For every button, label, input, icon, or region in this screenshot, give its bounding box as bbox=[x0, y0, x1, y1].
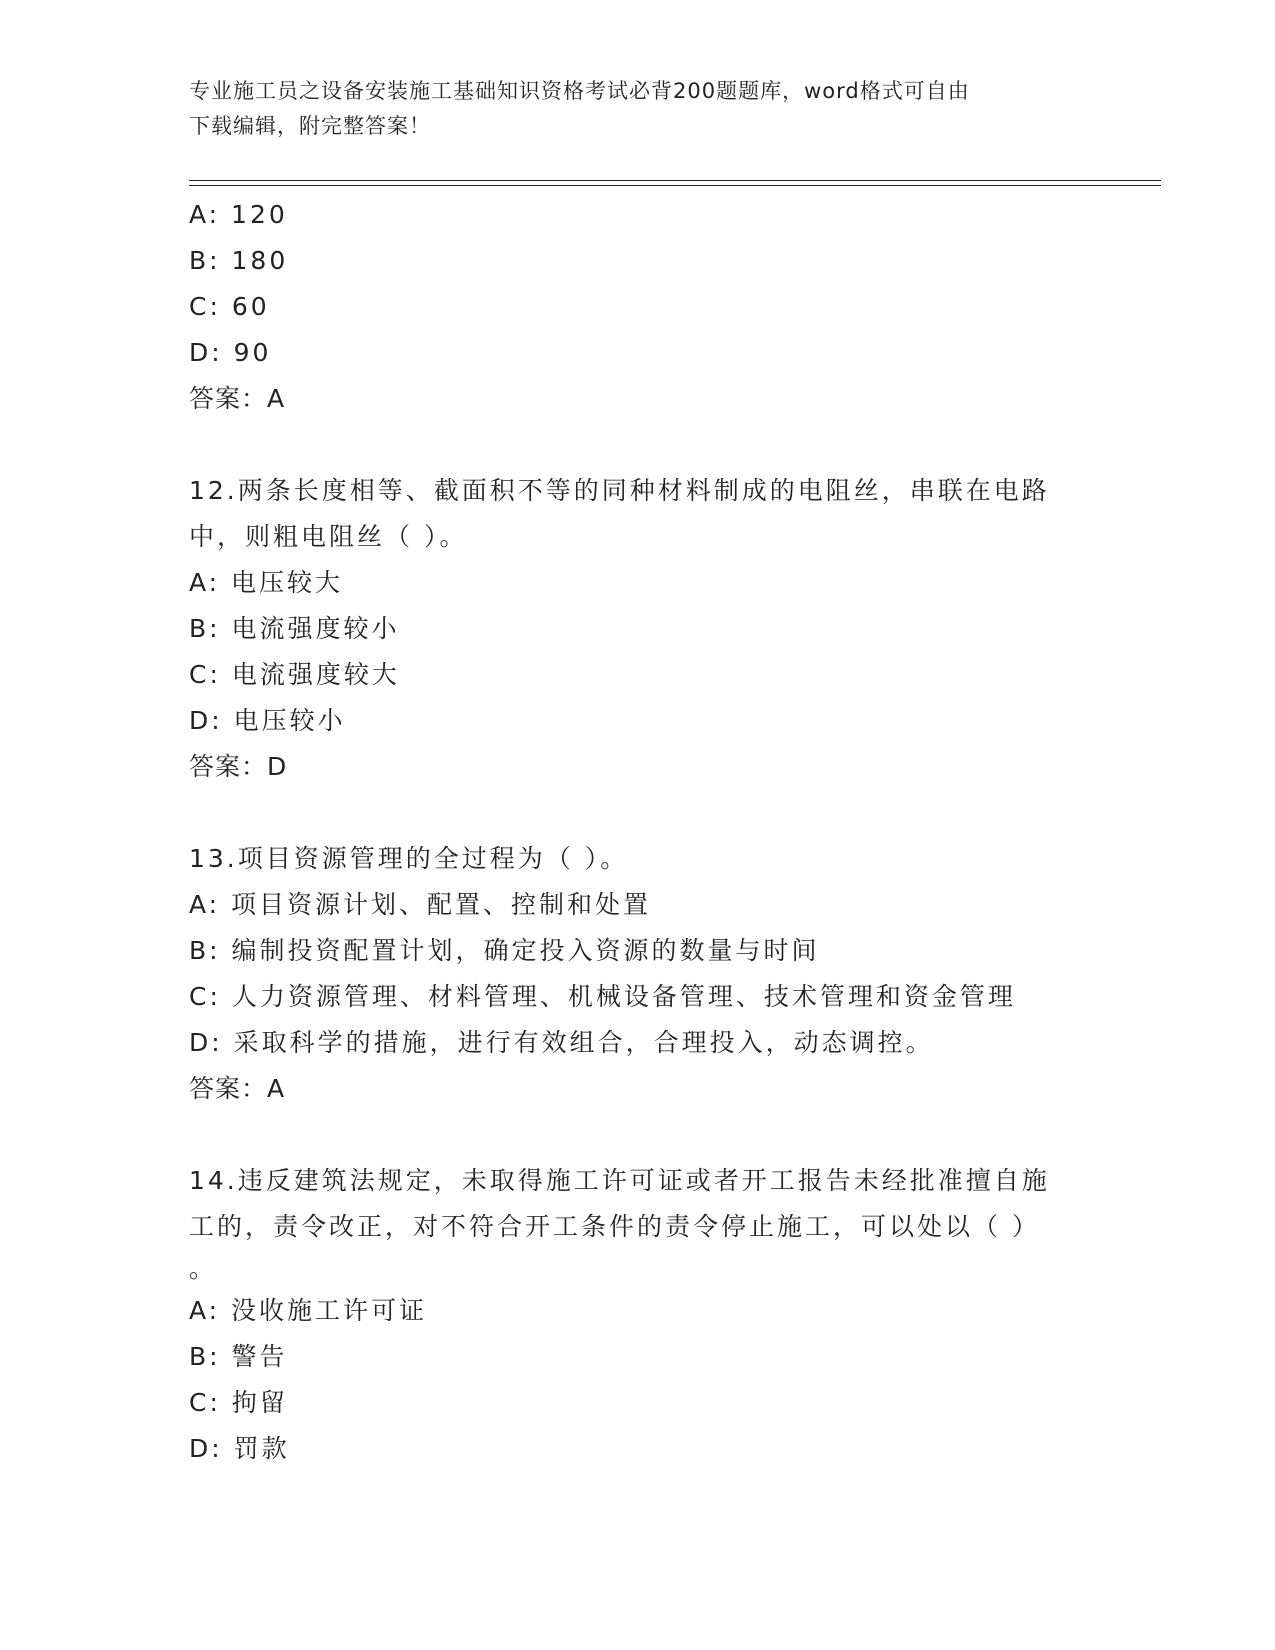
option-d: D: 罚款 bbox=[189, 1434, 290, 1463]
option-b: B: 警告 bbox=[189, 1342, 288, 1371]
question-stem-line: 中，则粗电阻丝（ ）。 bbox=[189, 522, 468, 551]
answer-line: 答案：A bbox=[189, 1074, 286, 1103]
answer-line: 答案：A bbox=[189, 384, 286, 413]
question-14 bbox=[189, 1158, 1089, 1472]
question-11 bbox=[189, 192, 1089, 422]
option-a: A: 没收施工许可证 bbox=[189, 1296, 428, 1325]
option-c: C: 电流强度较大 bbox=[189, 660, 400, 689]
question-stem-line: 13.项目资源管理的全过程为（ ）。 bbox=[189, 844, 629, 873]
document-header bbox=[189, 74, 1089, 144]
question-12 bbox=[189, 468, 1089, 790]
question-list bbox=[189, 192, 1089, 1472]
option-d: D: 90 bbox=[189, 338, 272, 367]
option-c: C: 60 bbox=[189, 292, 270, 321]
question-stem-line: 12.两条长度相等、截面积不等的同种材料制成的电阻丝，串联在电路 bbox=[189, 476, 1050, 505]
header-line-2: 下载编辑，附完整答案！ bbox=[189, 114, 431, 138]
option-b: B: 电流强度较小 bbox=[189, 614, 400, 643]
header-line-1: 专业施工员之设备安装施工基础知识资格考试必背200题题库，word格式可自由 bbox=[189, 79, 970, 103]
option-b: B: 编制投资配置计划，确定投入资源的数量与时间 bbox=[189, 936, 820, 965]
question-13 bbox=[189, 836, 1089, 1112]
option-d: D: 采取科学的措施，进行有效组合，合理投入，动态调控。 bbox=[189, 1028, 934, 1057]
option-c: C: 人力资源管理、材料管理、机械设备管理、技术管理和资金管理 bbox=[189, 982, 1016, 1011]
answer-line: 答案：D bbox=[189, 752, 288, 781]
option-c: C: 拘留 bbox=[189, 1388, 288, 1417]
option-b: B: 180 bbox=[189, 246, 289, 275]
option-d: D: 电压较小 bbox=[189, 706, 346, 735]
option-a: A: 120 bbox=[189, 200, 288, 229]
question-stem-line: 。 bbox=[189, 1254, 218, 1283]
option-a: A: 项目资源计划、配置、控制和处置 bbox=[189, 890, 652, 919]
header-double-rule bbox=[189, 180, 1161, 186]
question-stem-line: 14.违反建筑法规定，未取得施工许可证或者开工报告未经批准擅自施 bbox=[189, 1166, 1050, 1195]
question-stem-line: 工的，责令改正，对不符合开工条件的责令停止施工，可以处以（ ） bbox=[189, 1212, 1040, 1241]
option-a: A: 电压较大 bbox=[189, 568, 344, 597]
